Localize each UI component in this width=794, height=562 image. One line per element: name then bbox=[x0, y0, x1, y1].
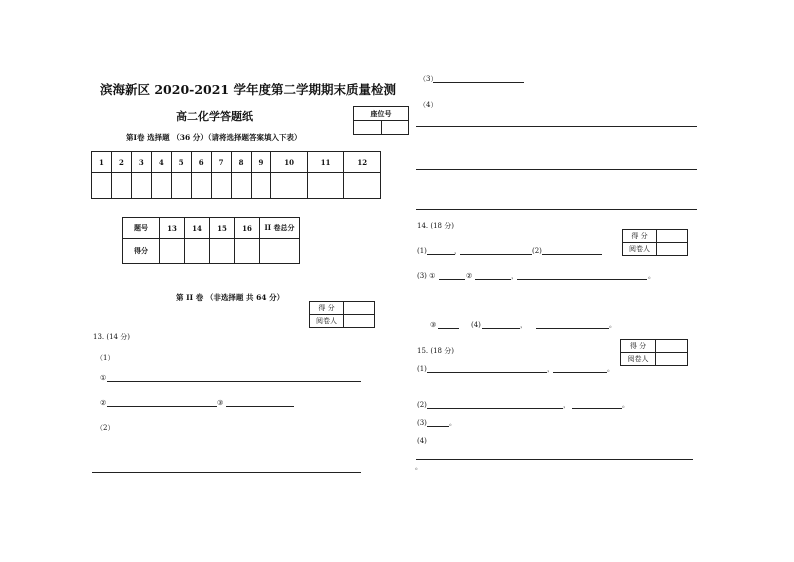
q13-part1-label: （1） bbox=[96, 354, 115, 362]
q15-line1-period: 。 bbox=[607, 365, 614, 373]
choice-answer-cell[interactable] bbox=[92, 173, 112, 199]
q14-line3-label4: (4) bbox=[471, 321, 481, 329]
choice-number: 8 bbox=[231, 152, 251, 173]
answer-line[interactable] bbox=[416, 169, 697, 170]
seat-number-box bbox=[353, 106, 409, 135]
grader-label: 阅卷人 bbox=[310, 315, 344, 328]
choice-number: 12 bbox=[344, 152, 381, 173]
q14-line1-label: (1) bbox=[417, 247, 427, 255]
exam-title: 滨海新区 2020-2021 学年度第二学期期末质量检测 bbox=[100, 82, 396, 97]
answer-line[interactable] bbox=[460, 254, 532, 255]
choice-answer-cell[interactable] bbox=[251, 173, 271, 199]
grader-label: 阅卷人 bbox=[623, 243, 657, 256]
answer-line[interactable] bbox=[427, 254, 455, 255]
q15-line2-comma: ， bbox=[563, 401, 570, 409]
choice-number: 7 bbox=[211, 152, 231, 173]
answer-line[interactable] bbox=[107, 406, 217, 407]
part1-heading: 第Ⅰ卷 选择题 （36 分）（请将选择题答案填入下表） bbox=[126, 133, 302, 142]
choice-answer-cell[interactable] bbox=[211, 173, 231, 199]
answer-line[interactable] bbox=[92, 472, 361, 473]
score-label: 得 分 bbox=[621, 340, 656, 353]
answer-line[interactable] bbox=[427, 426, 449, 427]
q15-line4-label: (4) bbox=[417, 437, 427, 445]
choice-answer-cell[interactable] bbox=[344, 173, 381, 199]
choice-number: 6 bbox=[191, 152, 211, 173]
choice-answer-cell[interactable] bbox=[131, 173, 151, 199]
choice-number: 2 bbox=[111, 152, 131, 173]
q13-circle1: ① bbox=[100, 374, 107, 382]
answer-line[interactable] bbox=[553, 372, 607, 373]
q15-line2-label: (2) bbox=[417, 401, 427, 409]
q13-score-box bbox=[309, 301, 375, 328]
answer-line[interactable] bbox=[416, 209, 697, 210]
q15-end-dot: 。 bbox=[415, 463, 422, 471]
q14-line3-comma: ， bbox=[520, 321, 527, 329]
score-value-cell[interactable] bbox=[344, 302, 375, 315]
q15-line1-comma: ， bbox=[547, 365, 554, 373]
answer-line[interactable] bbox=[107, 381, 361, 382]
q13-title: 13. (14 分) bbox=[93, 333, 130, 341]
seat-cell[interactable] bbox=[381, 121, 409, 135]
answer-line[interactable] bbox=[416, 459, 693, 460]
choice-answer-cell[interactable] bbox=[171, 173, 191, 199]
part2-total-header: II 卷总分 bbox=[260, 218, 300, 239]
question-no: 13 bbox=[160, 218, 185, 239]
seat-number-label: 座位号 bbox=[354, 107, 409, 121]
q15-line3-period: 。 bbox=[449, 419, 456, 427]
q14-line2-label: (3) ① bbox=[417, 272, 436, 280]
q14-score-box bbox=[622, 229, 688, 256]
choice-number: 10 bbox=[271, 152, 307, 173]
choice-answer-cell[interactable] bbox=[151, 173, 171, 199]
answer-line[interactable] bbox=[226, 406, 294, 407]
choice-number: 4 bbox=[151, 152, 171, 173]
question-no-header: 题号 bbox=[123, 218, 160, 239]
score-cell[interactable] bbox=[210, 239, 235, 264]
q13-part4-label: （4） bbox=[419, 101, 438, 109]
q15-score-box bbox=[620, 339, 688, 366]
answer-line[interactable] bbox=[439, 279, 465, 280]
grader-value-cell[interactable] bbox=[656, 353, 688, 366]
choice-answer-cell[interactable] bbox=[191, 173, 211, 199]
answer-line[interactable] bbox=[572, 408, 622, 409]
score-value-cell[interactable] bbox=[656, 340, 688, 353]
score-cell[interactable] bbox=[185, 239, 210, 264]
answer-line[interactable] bbox=[416, 126, 697, 127]
q14-line3-period: 。 bbox=[609, 321, 616, 329]
choice-number: 11 bbox=[307, 152, 343, 173]
q14-line2-circle2: ② bbox=[466, 272, 473, 280]
answer-line[interactable] bbox=[427, 372, 547, 373]
q14-line2-period: 。 bbox=[648, 272, 655, 280]
answer-line[interactable] bbox=[517, 279, 647, 280]
choice-answer-cell[interactable] bbox=[111, 173, 131, 199]
seat-cell[interactable] bbox=[354, 121, 382, 135]
question-no: 14 bbox=[185, 218, 210, 239]
answer-line[interactable] bbox=[482, 328, 520, 329]
part2-heading: 第 II 卷 （非选择题 共 64 分） bbox=[176, 293, 285, 302]
score-value-cell[interactable] bbox=[657, 230, 688, 243]
q14-title: 14. (18 分) bbox=[417, 222, 454, 230]
answer-sheet-title: 高二化学答题纸 bbox=[176, 110, 253, 123]
choice-number: 9 bbox=[251, 152, 271, 173]
score-label: 得 分 bbox=[623, 230, 657, 243]
q15-line3-label: (3) bbox=[417, 419, 427, 427]
answer-line[interactable] bbox=[542, 254, 602, 255]
q15-line2-period: 。 bbox=[622, 401, 629, 409]
q13-circle3: ③ bbox=[217, 399, 224, 407]
grader-value-cell[interactable] bbox=[344, 315, 375, 328]
q14-line2-comma: ， bbox=[511, 272, 518, 280]
answer-line[interactable] bbox=[438, 328, 459, 329]
q13-circle2: ② bbox=[100, 399, 107, 407]
score-cell[interactable] bbox=[260, 239, 300, 264]
grader-value-cell[interactable] bbox=[657, 243, 688, 256]
grader-label: 阅卷人 bbox=[621, 353, 656, 366]
choice-answer-table bbox=[91, 151, 381, 199]
score-label: 得 分 bbox=[310, 302, 344, 315]
q13-part3-label: （3） bbox=[419, 75, 438, 83]
answer-line[interactable] bbox=[433, 82, 524, 83]
question-no: 15 bbox=[210, 218, 235, 239]
choice-answer-cell[interactable] bbox=[231, 173, 251, 199]
question-no: 16 bbox=[235, 218, 260, 239]
choice-number: 1 bbox=[92, 152, 112, 173]
answer-line[interactable] bbox=[475, 279, 511, 280]
answer-line[interactable] bbox=[427, 408, 563, 409]
choice-number: 5 bbox=[171, 152, 191, 173]
q15-line1-label: (1) bbox=[417, 365, 427, 373]
q14-line1-label2: (2) bbox=[532, 247, 542, 255]
score-row-label: 得分 bbox=[123, 239, 160, 264]
q15-title: 15. (18 分) bbox=[417, 347, 454, 355]
score-cell[interactable] bbox=[160, 239, 185, 264]
answer-line[interactable] bbox=[536, 328, 609, 329]
choice-answer-cell[interactable] bbox=[307, 173, 343, 199]
part2-score-table bbox=[122, 217, 300, 264]
choice-number: 3 bbox=[131, 152, 151, 173]
q14-line3-circle3: ③ bbox=[430, 321, 437, 329]
q14-line1-comma: ， bbox=[454, 247, 461, 255]
score-cell[interactable] bbox=[235, 239, 260, 264]
q13-part2-label: （2） bbox=[96, 424, 115, 432]
choice-answer-cell[interactable] bbox=[271, 173, 307, 199]
